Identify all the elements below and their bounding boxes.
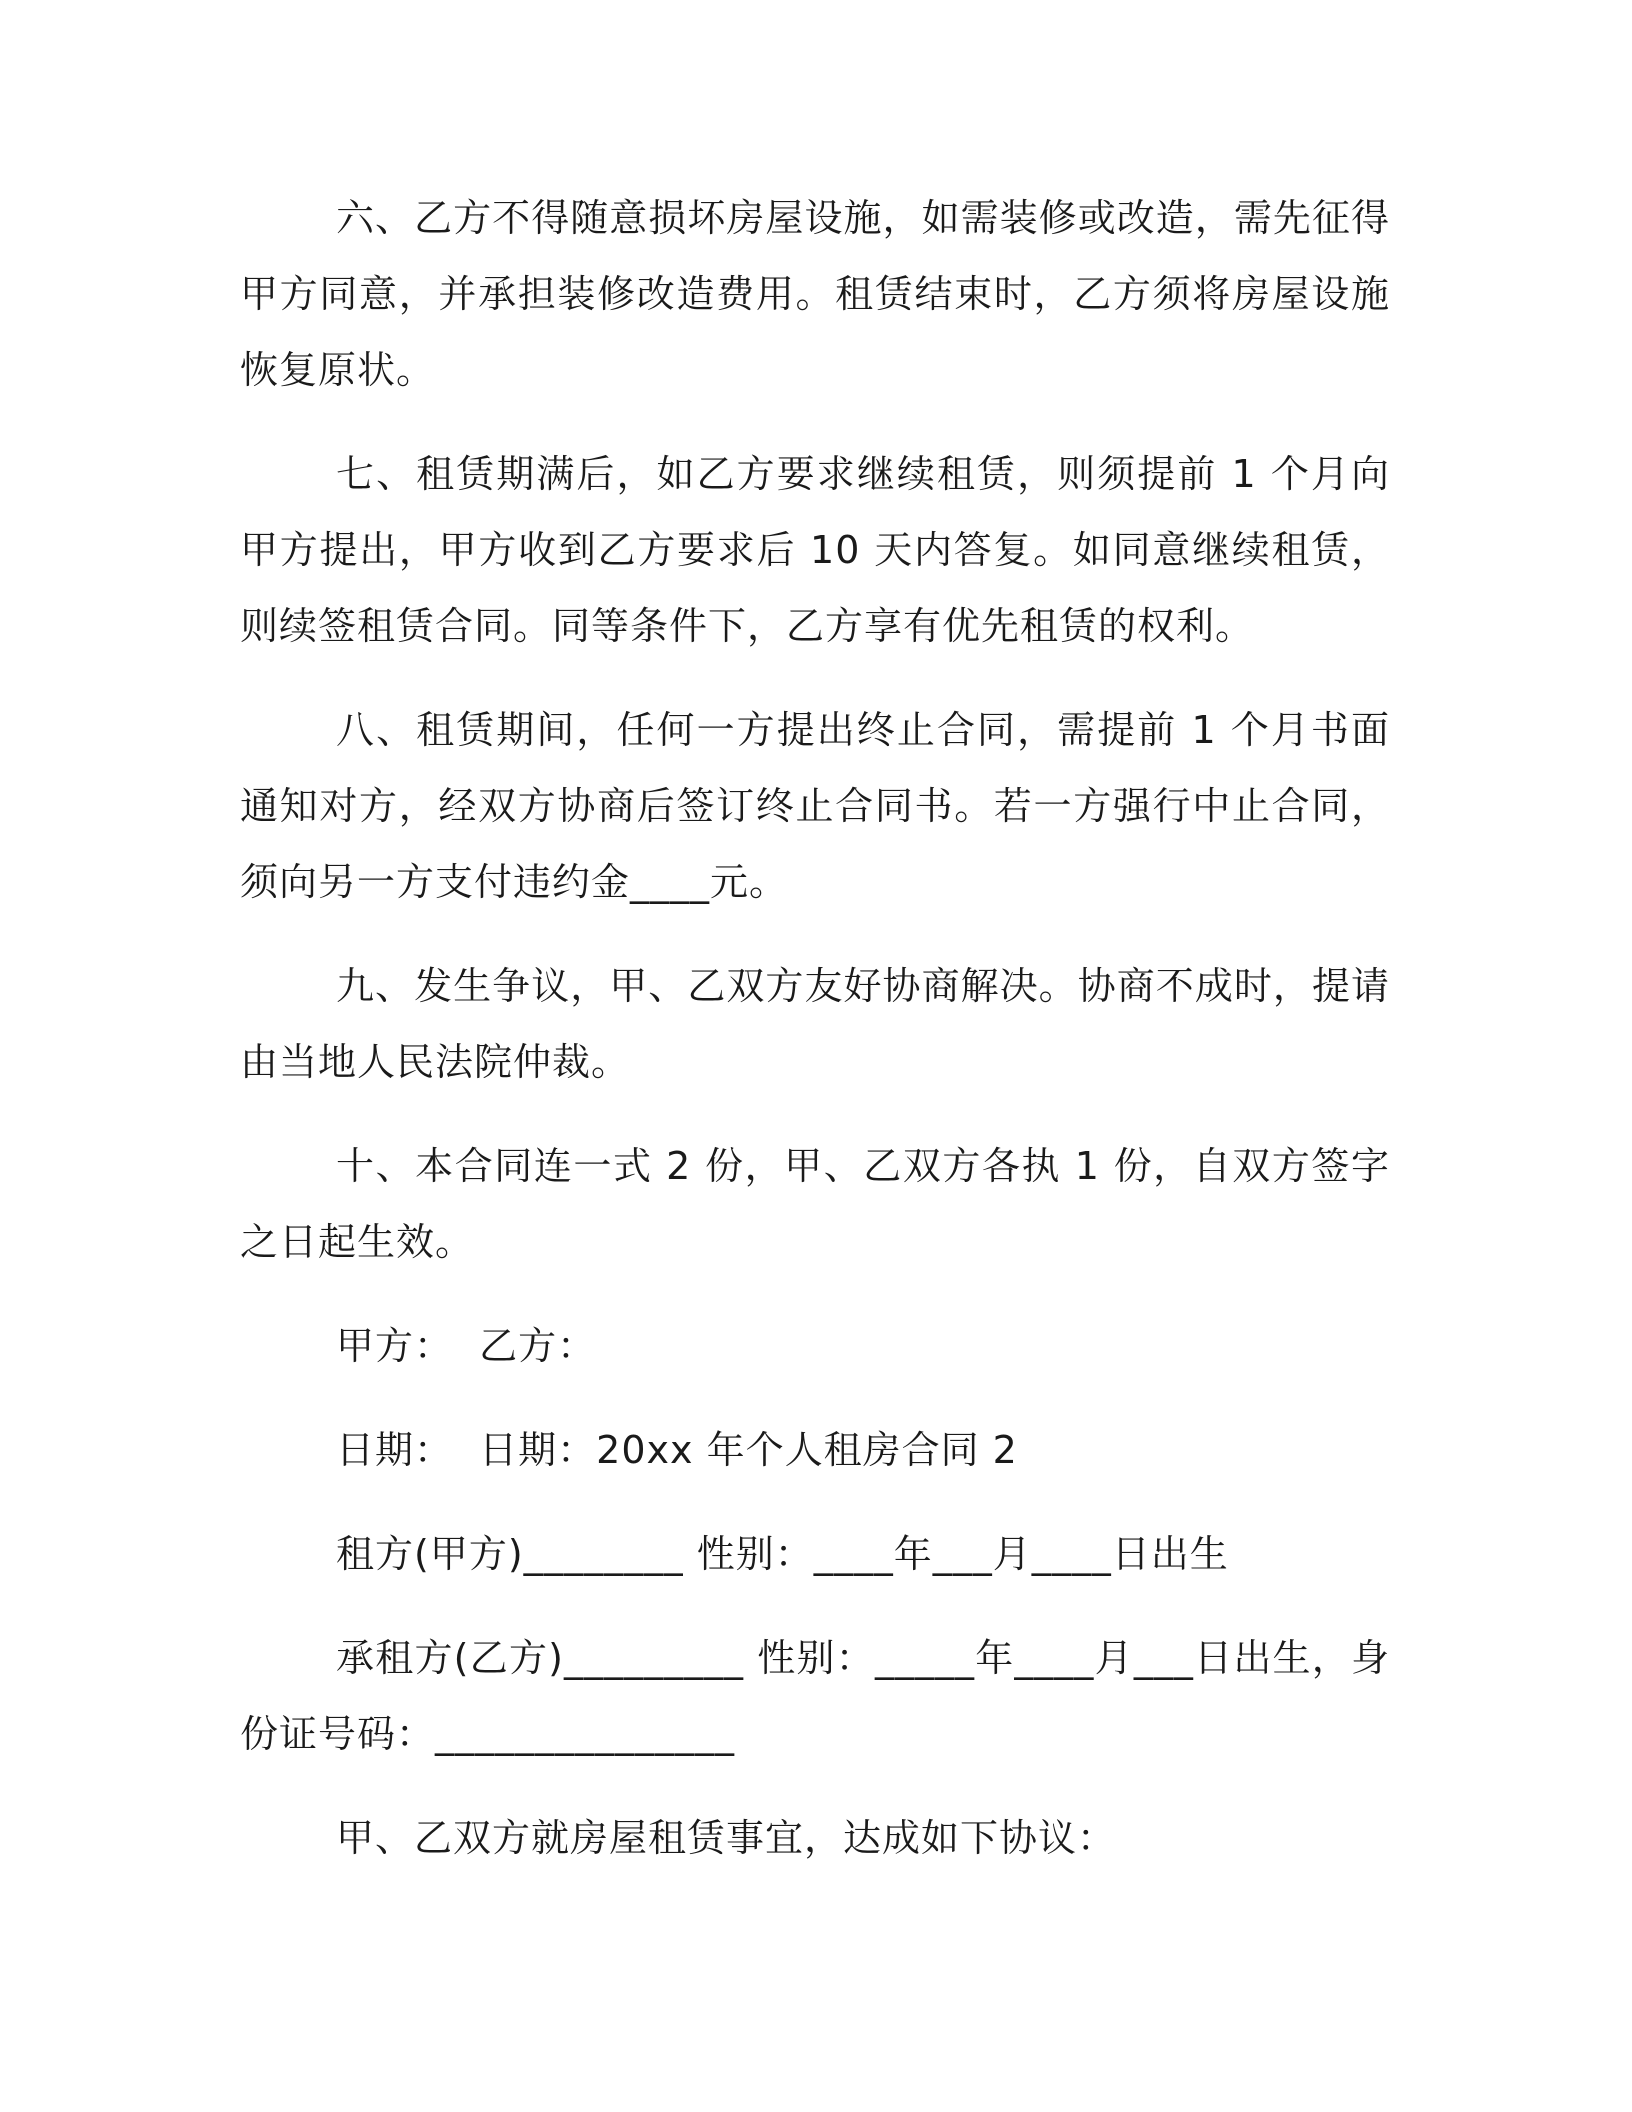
document-page — [240, 180, 1390, 1904]
landlord-info: 租方(甲方)________ 性别：____年___月____日出生 — [336, 1532, 1229, 1576]
clause-ten: 十、本合同连一式 2 份，甲、乙双方各执 1 份，自双方签字之日起生效。 — [240, 1144, 1390, 1264]
signature-parties: 甲方： 乙方： — [336, 1324, 597, 1368]
clause-eight: 八、租赁期间，任何一方提出终止合同，需提前 1 个月书面通知对方，经双方协商后签订终止合同书。若一方强行中止合同，须向另一方支付违约金____元。 — [240, 708, 1390, 904]
agreement-intro: 甲、乙双方就房屋租赁事宜，达成如下协议： — [336, 1816, 1117, 1860]
clause-nine: 九、发生争议，甲、乙双方友好协商解决。协商不成时，提请由当地人民法院仲裁。 — [240, 964, 1390, 1084]
tenant-info: 承租方(乙方)_________ 性别：_____年____月___日出生，身份证号码：_______________ — [240, 1636, 1390, 1756]
clause-six: 六、乙方不得随意损坏房屋设施，如需装修或改造，需先征得甲方同意，并承担装修改造费用。租赁结束时，乙方须将房屋设施恢复原状。 — [240, 196, 1390, 392]
signature-dates: 日期： 日期：20xx 年个人租房合同 2 — [336, 1428, 1018, 1472]
clause-seven: 七、租赁期满后，如乙方要求继续租赁，则须提前 1 个月向甲方提出，甲方收到乙方要求后 10 天内答复。如同意继续租赁，则续签租赁合同。同等条件下，乙方享有优先租赁的权利。 — [240, 452, 1390, 648]
